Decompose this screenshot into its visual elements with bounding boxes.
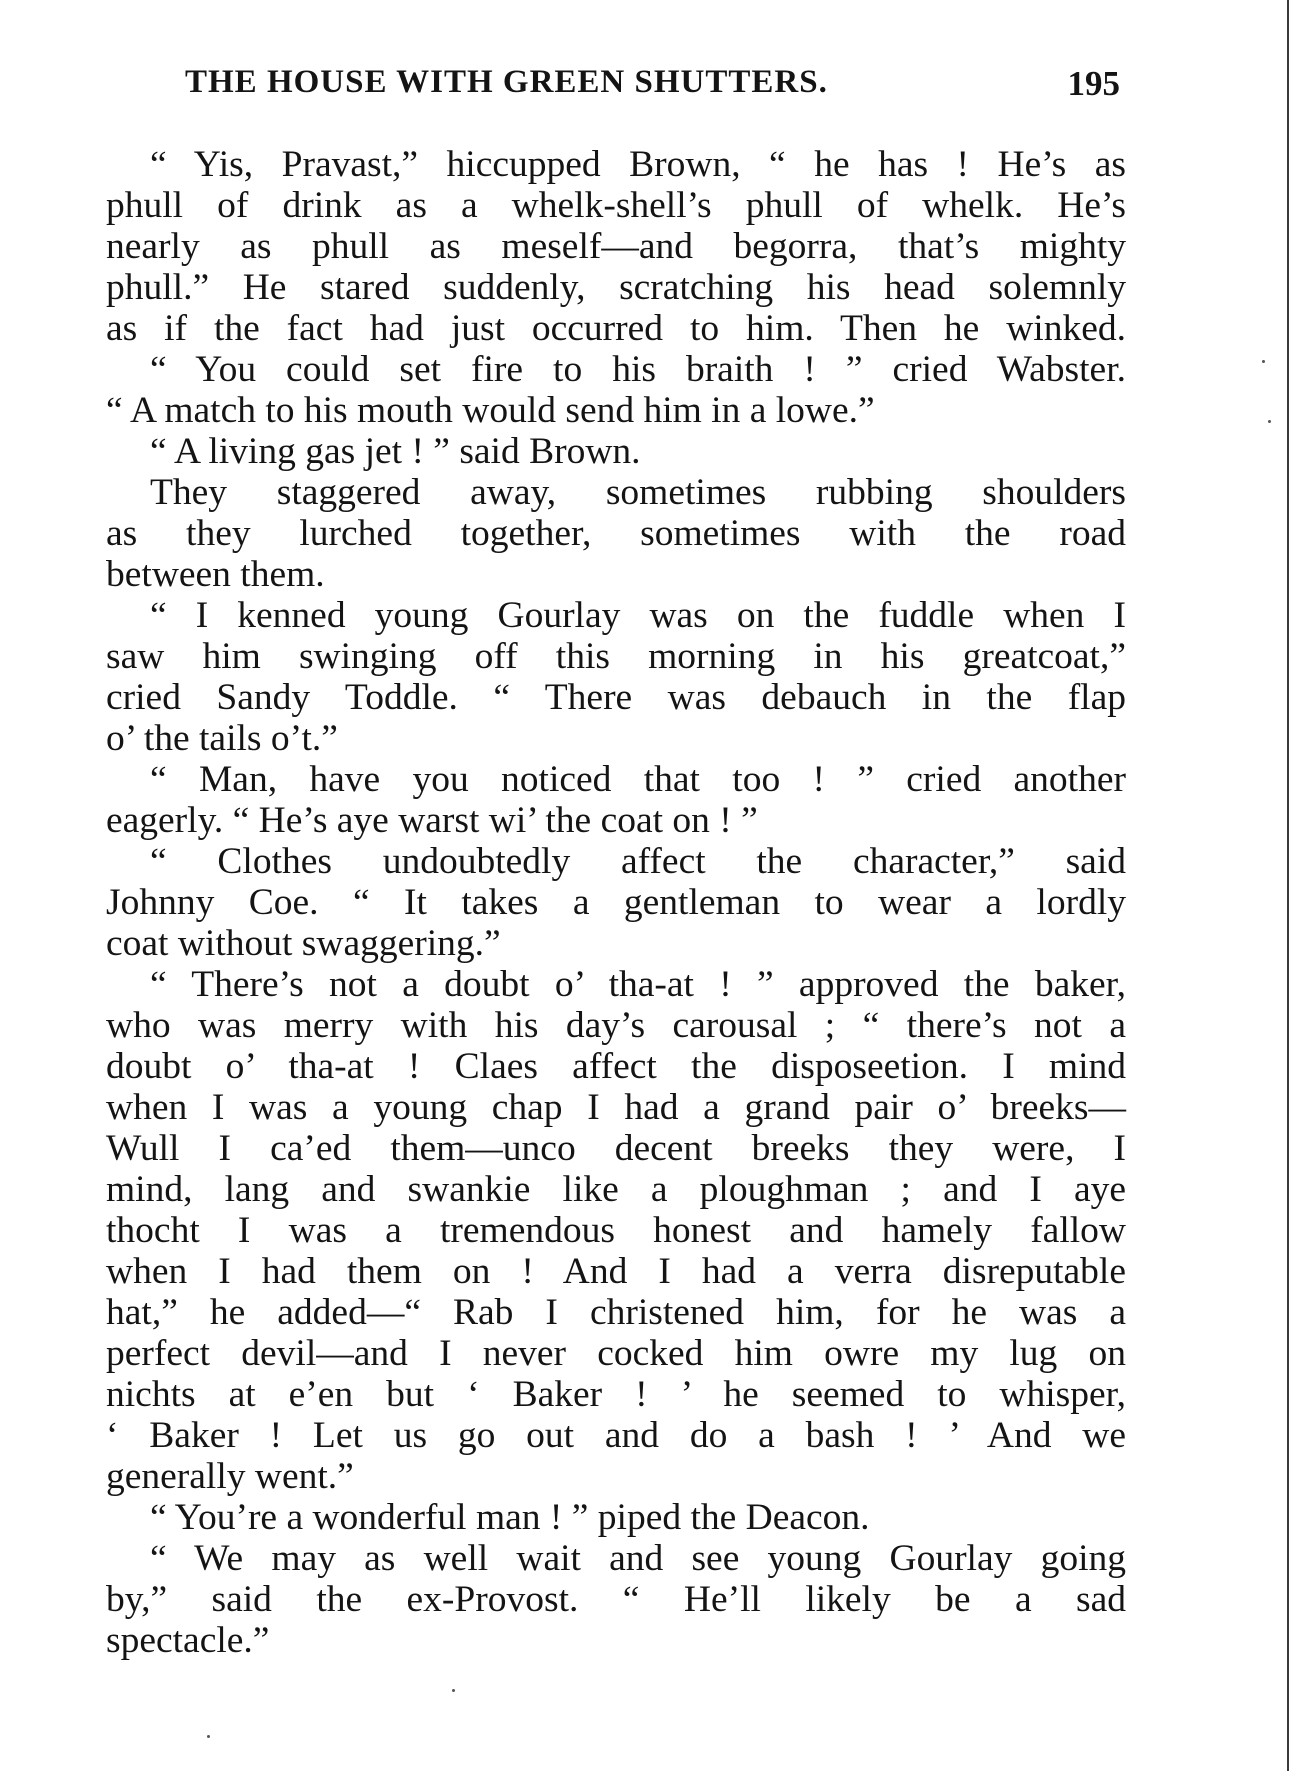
- text-line: thocht I was a tremendous honest and hamely fallow: [106, 1210, 1126, 1251]
- text-line: “ A match to his mouth would send him in a lowe.”: [106, 390, 875, 431]
- page-edge-line: [1287, 0, 1289, 1771]
- speck: [452, 1689, 455, 1692]
- speck: [1268, 420, 1271, 423]
- text-line: as they lurched together, sometimes with the road: [106, 513, 1126, 554]
- text-line: nichts at e’en but ‘ Baker ! ’ he seemed to whisper,: [106, 1374, 1126, 1415]
- text-line: coat without swaggering.”: [106, 923, 501, 964]
- text-line: “ A living gas jet ! ” said Brown.: [150, 431, 641, 472]
- text-line: “ Yis, Pravast,” hiccupped Brown, “ he has ! He’s as: [150, 144, 1126, 185]
- text-line: “ I kenned young Gourlay was on the fuddle when I: [150, 595, 1126, 636]
- body-text: [106, 144, 1126, 1661]
- text-line: eagerly. “ He’s aye warst wi’ the coat on ! ”: [106, 800, 758, 841]
- text-line: hat,” he added—“ Rab I christened him, for he was a: [106, 1292, 1126, 1333]
- text-line: o’ the tails o’t.”: [106, 718, 338, 759]
- text-line: “ Clothes undoubtedly affect the character,” said: [150, 841, 1126, 882]
- text-line: when I was a young chap I had a grand pair o’ breeks—: [106, 1087, 1126, 1128]
- text-line: Johnny Coe. “ It takes a gentleman to wear a lordly: [106, 882, 1126, 923]
- page-header: [185, 64, 1120, 114]
- text-line: doubt o’ tha-at ! Claes affect the disposeetion. I mind: [106, 1046, 1126, 1087]
- text-line: saw him swinging off this morning in his greatcoat,”: [106, 636, 1126, 677]
- text-line: Wull I ca’ed them—unco decent breeks they were, I: [106, 1128, 1126, 1169]
- text-line: generally went.”: [106, 1456, 354, 1497]
- text-line: “ You’re a wonderful man ! ” piped the Deacon.: [150, 1497, 870, 1538]
- text-line: phull of drink as a whelk-shell’s phull of whelk. He’s: [106, 185, 1126, 226]
- text-line: cried Sandy Toddle. “ There was debauch in the flap: [106, 677, 1126, 718]
- running-title: THE HOUSE WITH GREEN SHUTTERS.: [185, 64, 828, 100]
- page-number: 195: [1067, 64, 1120, 103]
- text-line: perfect devil—and I never cocked him owre my lug on: [106, 1333, 1126, 1374]
- text-line: “ There’s not a doubt o’ tha-at ! ” approved the baker,: [150, 964, 1126, 1005]
- text-line: phull.” He stared suddenly, scratching his head solemnly: [106, 267, 1126, 308]
- text-line: when I had them on ! And I had a verra disreputable: [106, 1251, 1126, 1292]
- text-line: “ You could set fire to his braith ! ” cried Wabster.: [150, 349, 1126, 390]
- text-line: “ We may as well wait and see young Gourlay going: [150, 1538, 1126, 1579]
- text-line: “ Man, have you noticed that too ! ” cried another: [150, 759, 1126, 800]
- text-line: nearly as phull as meself—and begorra, that’s mighty: [106, 226, 1126, 267]
- text-line: spectacle.”: [106, 1620, 270, 1661]
- text-line: ‘ Baker ! Let us go out and do a bash ! ’ And we: [106, 1415, 1126, 1456]
- text-line: between them.: [106, 554, 325, 595]
- text-line: by,” said the ex-Provost. “ He’ll likely be a sad: [106, 1579, 1126, 1620]
- text-line: as if the fact had just occurred to him. Then he winked.: [106, 308, 1126, 349]
- text-line: mind, lang and swankie like a ploughman ; and I aye: [106, 1169, 1126, 1210]
- speck: [1262, 360, 1265, 363]
- text-line: who was merry with his day’s carousal ; “ there’s not a: [106, 1005, 1126, 1046]
- speck: [207, 1735, 210, 1738]
- text-line: They staggered away, sometimes rubbing shoulders: [150, 472, 1126, 513]
